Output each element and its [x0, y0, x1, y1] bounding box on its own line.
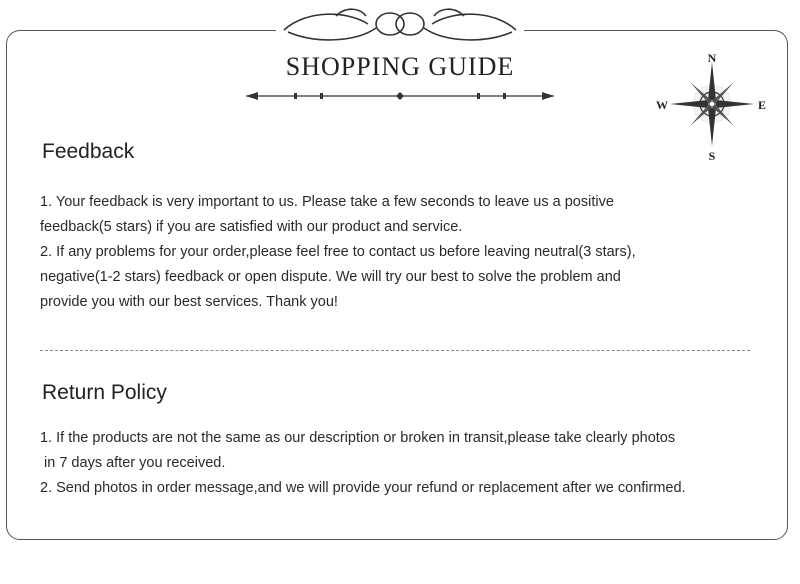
- feedback-heading: Feedback: [42, 140, 135, 163]
- return-policy-line: 2. Send photos in order message,and we will provide your refund or replacement after we confirmed.: [40, 480, 686, 496]
- section-divider: [40, 350, 750, 351]
- return-policy-text: [40, 426, 780, 501]
- page-title: SHOPPING GUIDE: [285, 52, 515, 81]
- title-divider-ornament: [244, 88, 556, 104]
- flourish-ornament-icon: [276, 2, 524, 54]
- feedback-line: negative(1-2 stars) feedback or open dispute. We will try our best to solve the problem and: [40, 269, 621, 285]
- feedback-line: feedback(5 stars) if you are satisfied with our product and service.: [40, 219, 463, 235]
- compass-north-label: N: [707, 51, 717, 65]
- return-policy-line: in 7 days after you received.: [40, 455, 226, 471]
- feedback-line: 1. Your feedback is very important to us. Please take a few seconds to leave us a positive: [40, 194, 614, 210]
- compass-rose-icon: [650, 46, 770, 166]
- return-policy-line: 1. If the products are not the same as our description or broken in transit,please take clearly photos: [40, 430, 676, 446]
- feedback-line: provide you with our best services. Thank you!: [40, 294, 338, 310]
- compass-south-label: S: [708, 149, 716, 163]
- feedback-line: 2. If any problems for your order,please feel free to contact us before leaving neutral(3 stars),: [40, 244, 636, 260]
- compass-east-label: E: [757, 98, 767, 112]
- return-policy-heading: Return Policy: [42, 381, 167, 404]
- feedback-text: [40, 190, 780, 315]
- compass-west-label: W: [656, 98, 668, 112]
